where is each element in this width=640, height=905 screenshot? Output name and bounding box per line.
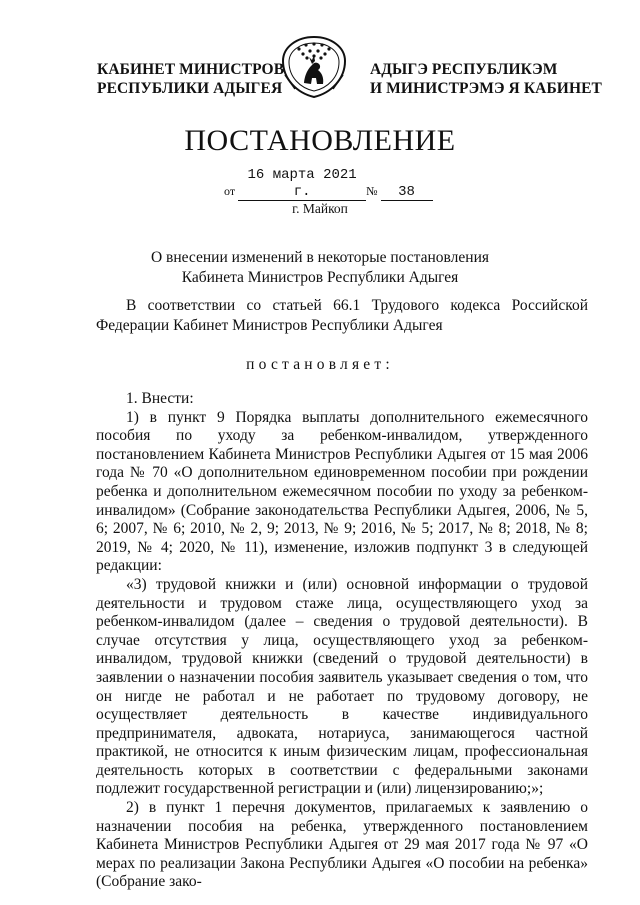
intro-paragraph	[96, 296, 588, 336]
date-field	[238, 166, 366, 201]
year-suffix: г.	[293, 184, 311, 200]
intro-text: В соответствии со статьей 66.1 Трудового кодекса Российской Федерации Кабинет Министров Республики Адыгея	[96, 297, 588, 334]
date-and-number-line	[224, 166, 433, 201]
city: г. Майкоп	[292, 201, 348, 216]
date-prefix: от	[224, 184, 236, 198]
resolve-word: постановляет:	[246, 356, 394, 373]
document-title: ПОСТАНОВЛЕНИЕ	[184, 124, 456, 157]
republic-emblem-icon	[279, 35, 349, 99]
document-body	[96, 390, 588, 892]
number-field	[381, 183, 433, 201]
subject-line-2: Кабинета Министров Республики Адыгея	[181, 269, 459, 286]
issuer-line-1: КАБИНЕТ МИНИСТРОВ	[97, 61, 285, 78]
subject-line-1: О внесении изменений в некоторые постановления	[150, 249, 490, 266]
issuer-line-2: РЕСПУБЛИКИ АДЫГЕЯ	[97, 80, 283, 97]
issuer-name-adyghe	[370, 60, 602, 98]
body-paragraph: 1. Внести:	[126, 390, 194, 407]
date-value: 16 марта 2021	[247, 167, 357, 183]
quoted-paragraph: «3) трудовой книжки и (или) основной информации о трудовой деятельности и трудовом стаже лица, осуществляющего уход за ребенком-инвалидом (далее – сведения о трудовой деятельности). В случае отсутствия у лица, осуществляющего уход за ребенком-инвалидом, трудовой книжки (сведений о трудовой деятельности) в заявлении о назначении пособия заявитель указывает сведения о том, что он нигде не работал и не работает по трудовому договору, не осуществляет деятельность в качестве индивидуального предпринимателя, адвоката, нотариуса, занимающегося частной практикой, не относится к иным физическим лицам, профессиональная деятельность которых в соответствии с федеральными законами подлежит государственной регистрации и (или) лицензированию;»;	[96, 575, 588, 798]
issuer-name-russian	[97, 60, 284, 98]
body-paragraph: 1) в пункт 9 Порядка выплаты дополнительного ежемесячного пособия по уходу за ребенком-инвалидом, утвержденного постановлением Кабинета Министров Республики Адыгея от 15 мая 2006 года № 70 «О дополнительном единовременном пособии при рождении ребенка и дополнительном ежемесячном пособии по уходу за ребенком-инвалидом» (Собрание законодательства Республики Адыгея, 2006, № 5, 6; 2007, № 6; 2010, № 2, 9; 2013, № 9; 2016, № 5; 2017, № 8; 2018, № 8; 2019, № 4; 2020, № 11), изменение, изложив подпункт 3 в следующей редакции:	[96, 408, 588, 575]
issuer-line-2: И МИНИСТРЭМЭ Я КАБИНЕТ	[370, 80, 602, 97]
document-subject	[0, 248, 640, 288]
body-paragraph: 2) в пункт 1 перечня документов, прилагаемых к заявлению о назначении пособия на ребенка, утвержденного постановлением Кабинета Министров Республики Адыгея от 29 мая 2017 года № 97 «О мерах по реализации Закона Республики Адыгея «О пособии на ребенка» (Собрание зако-	[96, 799, 588, 891]
issuer-line-1: АДЫГЭ РЕСПУБЛИКЭМ	[370, 61, 558, 78]
number-label: №	[366, 184, 378, 198]
number-value: 38	[398, 184, 415, 200]
